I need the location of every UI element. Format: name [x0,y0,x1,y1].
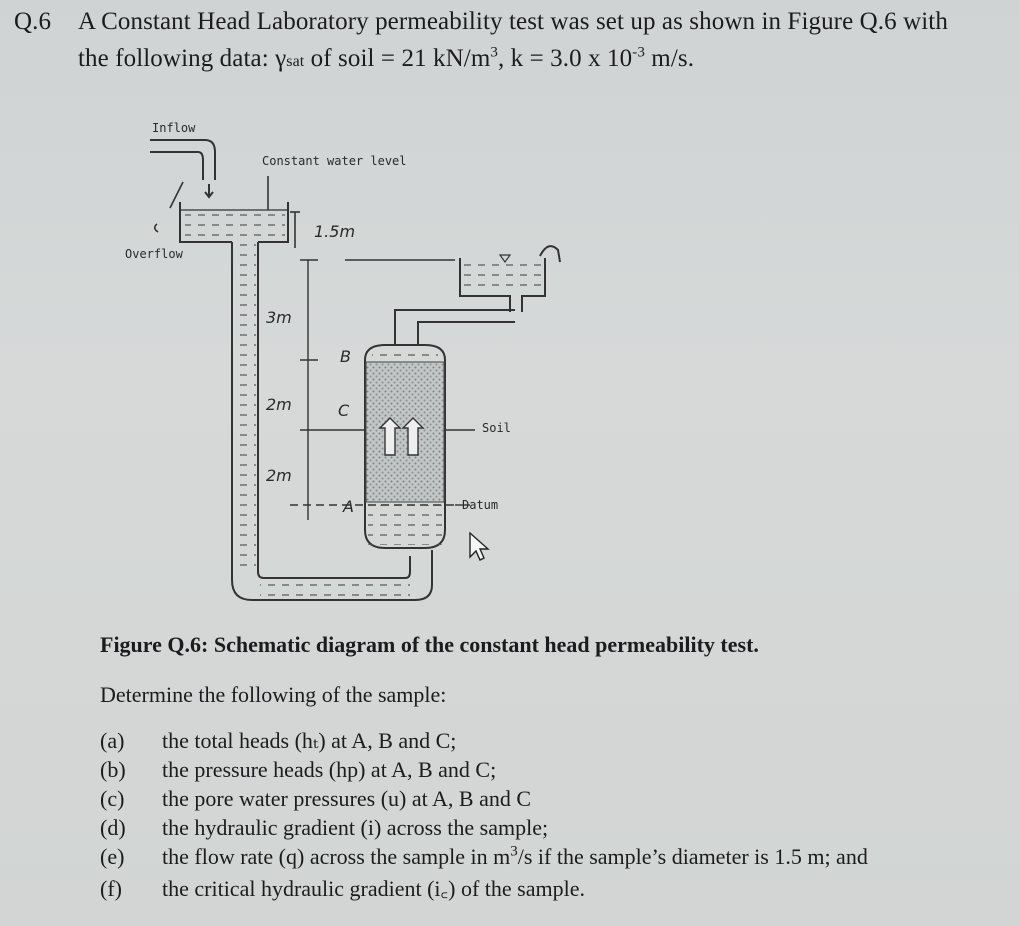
overflow-arrow [155,182,183,232]
part-text-end: /s if the sample’s diameter is 1.5 m; and [517,844,868,869]
list-item [100,815,868,844]
part-text: the pressure heads (hp) at A, B and C; [162,757,497,782]
mouse-cursor-icon [470,533,488,560]
list-item [100,786,868,815]
part-label: (b) [100,757,126,782]
outlet-level-symbol [500,255,510,262]
part-text: the hydraulic gradient (i) across the sample; [162,815,549,840]
question-text-line-1: A Constant Head Laboratory permeability test was set up as shown in Figure Q.6 with [78,8,948,35]
datum-label: Datum [462,498,499,512]
exponent-superscript: -3 [632,44,645,61]
data-prefix: the following data: [78,45,276,72]
overflow-label: Overflow [125,247,183,261]
list-item [100,728,868,757]
top-reservoir [180,202,288,242]
part-superscript: 3 [510,843,518,860]
constant-level-label: Constant water level [262,154,407,168]
height-2m-upper-annotation: 2m [266,395,292,414]
part-label: (a) [100,728,125,753]
sample-cylinder [365,345,445,548]
list-item [100,844,868,873]
part-label: (c) [100,786,125,811]
permeability-unit: m/s. [644,45,695,72]
height-3m-annotation: 3m [266,308,292,327]
point-c-label: C [338,401,350,420]
determine-prompt: Determine the following of the sample: [100,682,447,707]
question-number: Q.6 [14,8,52,35]
part-text: the total heads (hₜ) at A, B and C; [162,728,457,753]
list-item [100,757,868,786]
head-diff-annotation: 1.5m [314,222,356,241]
point-b-label: B [340,347,351,366]
part-text: the flow rate (q) across the sample in m [162,844,511,869]
part-label: (d) [100,815,126,840]
height-2m-lower-annotation: 2m [266,466,292,485]
part-label: (f) [100,876,122,901]
parts-list [100,728,868,902]
point-a-label: A [343,497,354,516]
permeability-text: , k = 3.0 x 10 [497,45,633,72]
gamma-symbol: γ [275,45,287,72]
inflow-pipe [150,140,215,197]
outlet-pipe [395,246,560,345]
figure-caption: Figure Q.6: Schematic diagram of the constant head permeability test. [100,632,759,657]
part-text: the critical hydraulic gradient (i꜀) of the sample. [162,876,586,901]
list-item [100,873,868,902]
part-text: the pore water pressures (u) at A, B and C [162,786,532,811]
gamma-subscript: sat [286,53,305,70]
cube-superscript: 3 [490,44,498,61]
part-label: (e) [100,844,125,869]
soil-label: Soil [482,421,511,435]
unit-weight-text: of soil = 21 kN/m [304,45,491,72]
inflow-label: Inflow [152,121,196,135]
